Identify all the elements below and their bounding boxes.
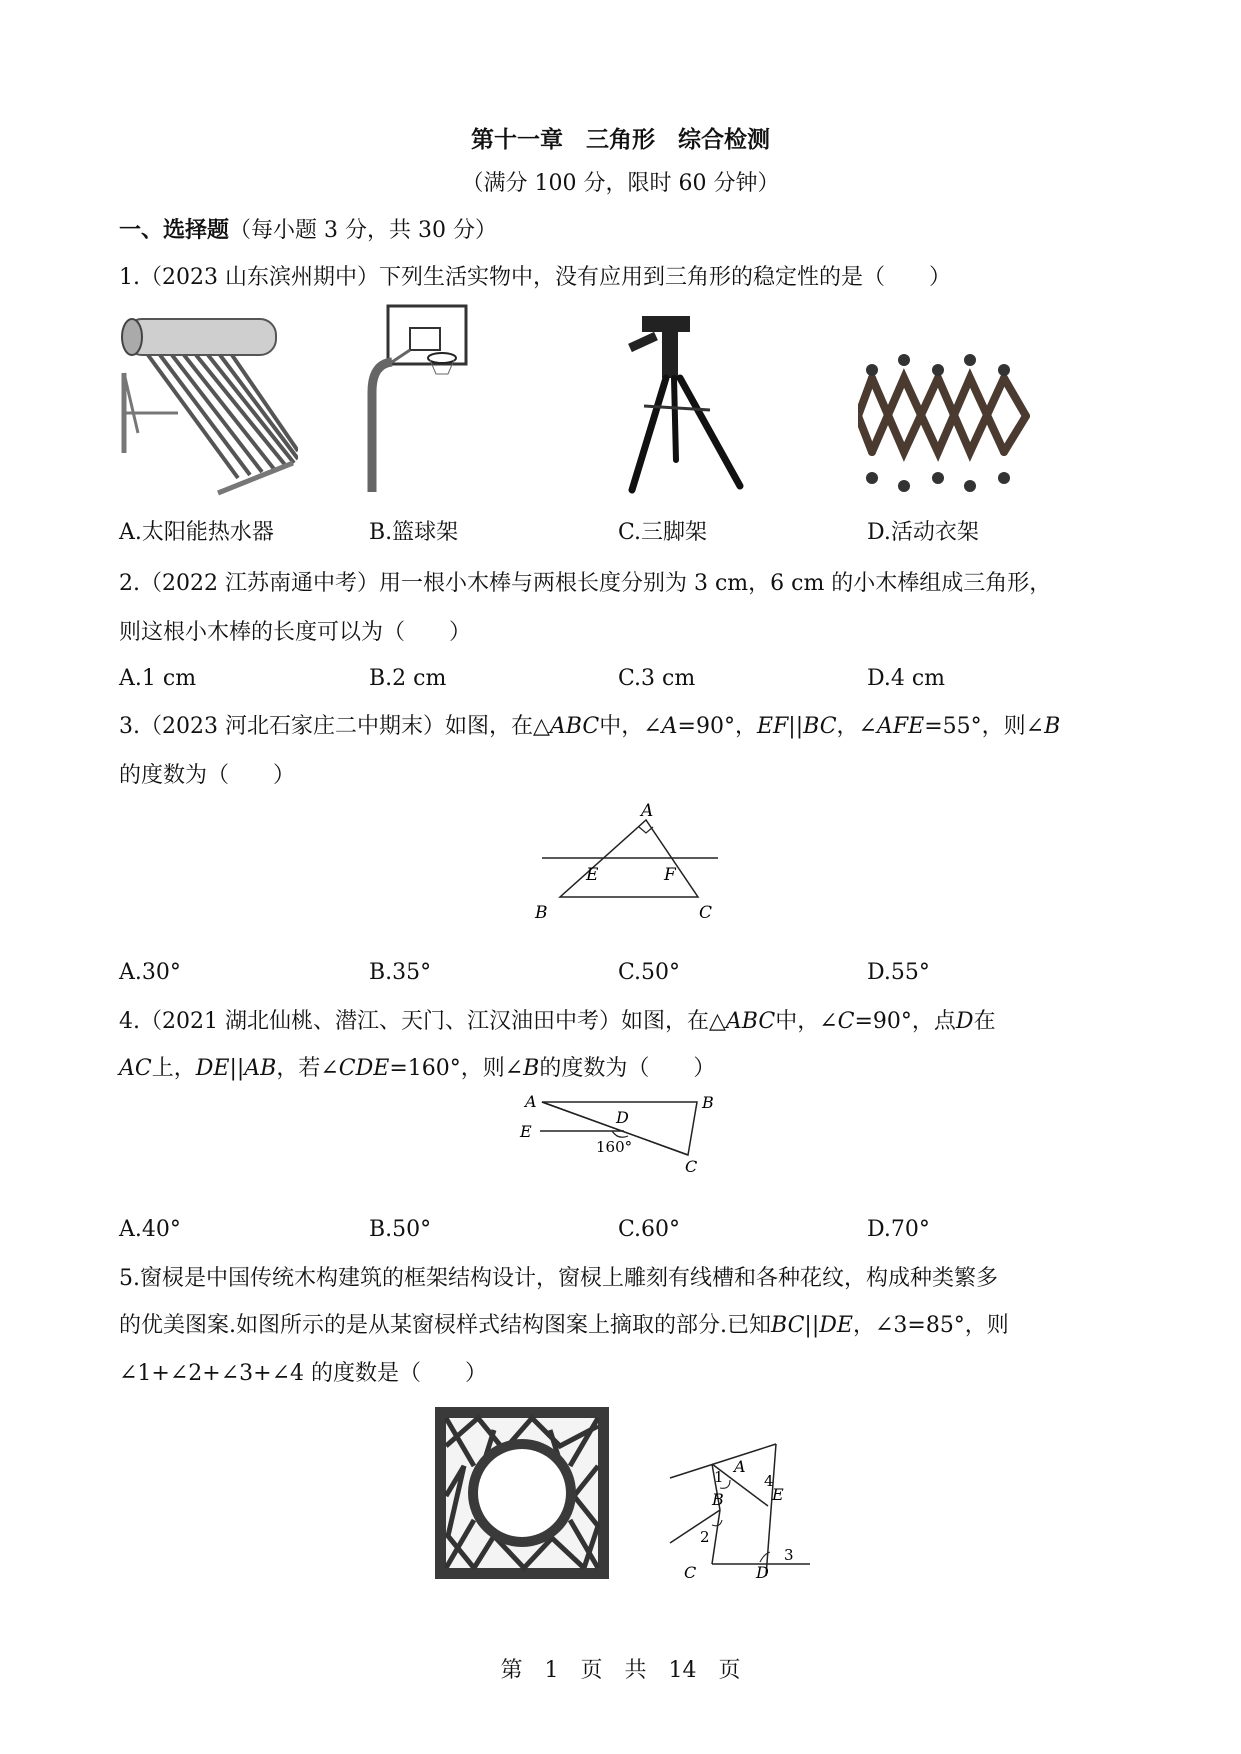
q4-option-a: A.40°: [119, 1217, 181, 1242]
q3-label-e: E: [586, 865, 599, 885]
q5-angle-2: 2: [700, 1528, 710, 1546]
question-4-line-2: AC上，DE||AB，若∠CDE=160°，则∠B的度数为（ ）: [119, 1056, 716, 1081]
question-5-line-2: 的优美图案.如图所示的是从某窗棂样式结构图案上摘取的部分.已知BC||DE，∠3=85°，则: [119, 1313, 1009, 1338]
q2-option-a: A.1 cm: [119, 666, 197, 691]
q4-option-b: B.50°: [369, 1217, 432, 1242]
basketball-stand-image: [364, 302, 474, 494]
question-5-line-1: 5.窗棂是中国传统木构建筑的框架结构设计，窗棂上雕刻有线槽和各种花纹，构成种类繁多: [119, 1266, 998, 1291]
page-number-footer: 第 1 页 共 14 页: [500, 1658, 741, 1683]
question-4-line-1: 4.（2021 湖北仙桃、潜江、天门、江汉油田中考）如图，在△ABC中，∠C=90°，点D在: [119, 1009, 996, 1034]
q3-option-a: A.30°: [119, 960, 181, 985]
q4-label-b: B: [702, 1093, 714, 1112]
q3-option-d: D.55°: [867, 960, 930, 985]
q2-option-b: B.2 cm: [369, 666, 447, 691]
section-heading: [119, 215, 497, 246]
section-heading-title: 一、选择题: [119, 217, 230, 243]
q1-option-d: D.活动衣架: [867, 520, 979, 545]
q3-label-c: C: [699, 903, 713, 923]
question-2-line-1: 2.（2022 江苏南通中考）用一根小木棒与两根长度分别为 3 cm，6 cm 的小木棒组成三角形，: [119, 571, 1052, 596]
page-title: 第十一章 三角形 综合检测: [471, 126, 770, 153]
q4-option-c: C.60°: [618, 1217, 681, 1242]
q1-option-b: B.篮球架: [369, 520, 459, 545]
q4-label-e: E: [520, 1122, 532, 1141]
q3-label-f: F: [664, 865, 676, 885]
folding-hanger-image: [858, 348, 1038, 496]
q3-option-b: B.35°: [369, 960, 432, 985]
q5-label-b: B: [712, 1490, 724, 1509]
q2-option-d: D.4 cm: [867, 666, 946, 691]
page-subtitle: （满分 100 分，限时 60 分钟）: [461, 171, 780, 196]
q4-triangle-figure: [512, 1088, 732, 1178]
q3-triangle-figure: [530, 800, 730, 925]
q4-angle-label: 160°: [596, 1138, 633, 1156]
q5-angle-1: 1: [714, 1468, 724, 1486]
q5-angle-3: 3: [784, 1546, 794, 1564]
q5-angle-4: 4: [764, 1472, 774, 1490]
question-3-line-2: 的度数为（ ）: [119, 763, 296, 788]
q4-option-d: D.70°: [867, 1217, 930, 1242]
q3-label-b: B: [535, 903, 548, 923]
question-2-line-2: 则这根小木棒的长度可以为（ ）: [119, 620, 472, 645]
q5-label-c: C: [684, 1563, 697, 1578]
tripod-image: [610, 310, 760, 495]
q4-label-d: D: [616, 1108, 629, 1127]
question-5-line-3: ∠1+∠2+∠3+∠4 的度数是（ ）: [119, 1361, 488, 1386]
q2-option-c: C.3 cm: [618, 666, 696, 691]
q5-label-d: D: [756, 1563, 769, 1578]
q4-label-c: C: [685, 1157, 698, 1176]
q3-option-c: C.50°: [618, 960, 681, 985]
q5-pentagon-figure: [660, 1428, 820, 1578]
question-1-text: 1.（2023 山东滨州期中）下列生活实物中，没有应用到三角形的稳定性的是（ ）: [119, 265, 951, 290]
window-lattice-image: [434, 1406, 610, 1580]
q5-label-e: E: [772, 1485, 784, 1504]
q3-label-a: A: [641, 801, 654, 821]
q1-option-c: C.三脚架: [618, 520, 708, 545]
q1-option-a: A.太阳能热水器: [119, 520, 274, 545]
solar-water-heater-image: [118, 313, 298, 498]
q4-label-a: A: [525, 1092, 537, 1111]
q5-label-a: A: [734, 1457, 746, 1476]
section-heading-note: （每小题 3 分，共 30 分）: [229, 218, 497, 243]
question-3-line-1: 3.（2023 河北石家庄二中期末）如图，在△ABC中，∠A=90°，EF||BC，∠AFE=55°，则∠B: [119, 714, 1061, 739]
